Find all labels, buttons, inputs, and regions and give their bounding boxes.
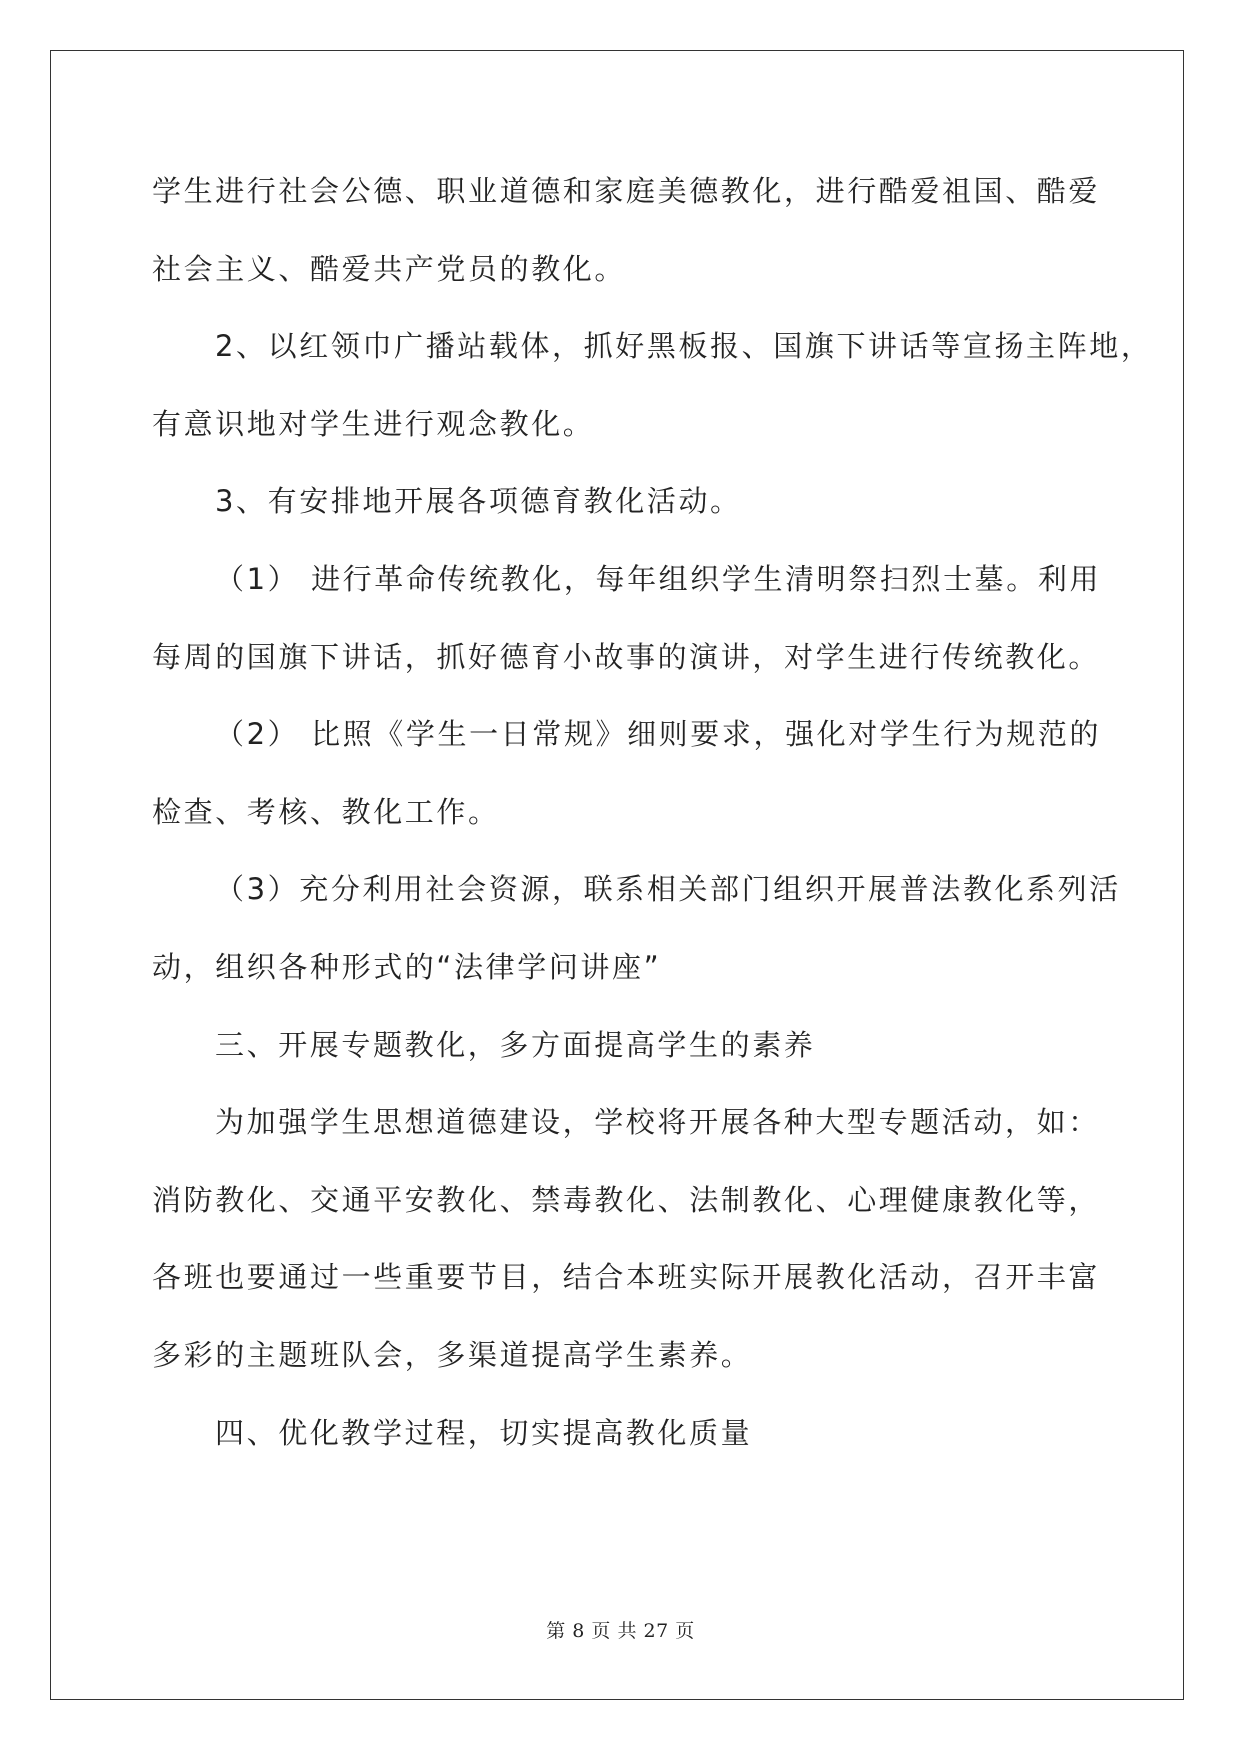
text-line: 3、有安排地开展各项德育教化活动。 bbox=[215, 484, 742, 519]
text-line: 检查、考核、教化工作。 bbox=[152, 794, 500, 829]
text-line: 消防教化、交通平安教化、禁毒教化、法制教化、心理健康教化等， bbox=[152, 1182, 1101, 1217]
text-line: 四、优化教学过程，切实提高教化质量 bbox=[215, 1415, 753, 1450]
text-line: 学生进行社会公德、职业道德和家庭美德教化，进行酷爱祖国、酷爱 bbox=[152, 174, 1101, 208]
text-line: 多彩的主题班队会，多渠道提高学生素养。 bbox=[152, 1337, 753, 1372]
text-line: 为加强学生思想道德建设，学校将开展各种大型专题活动，如： bbox=[215, 1105, 1100, 1140]
text-line: 社会主义、酷爱共产党员的教化。 bbox=[152, 251, 627, 286]
text-line: 动，组织各种形式的“法律学问讲座” bbox=[152, 949, 662, 984]
text-line: 每周的国旗下讲话，抓好德育小故事的演讲，对学生进行传统教化。 bbox=[152, 639, 1101, 674]
text-line: 三、开展专题教化，多方面提高学生的素养 bbox=[215, 1027, 816, 1062]
text-line: 有意识地对学生进行观念教化。 bbox=[152, 406, 595, 441]
page-footer: 第 8 页 共 27 页 bbox=[546, 1620, 695, 1642]
text-line: （3）充分利用社会资源，联系相关部门组织开展普法教化系列活 bbox=[215, 872, 1121, 907]
text-line: （1） 进行革命传统教化，每年组织学生清明祭扫烈士墓。利用 bbox=[215, 561, 1102, 596]
document-body bbox=[152, 158, 1153, 1477]
text-line: 各班也要通过一些重要节目，结合本班实际开展教化活动，召开丰富 bbox=[152, 1260, 1101, 1295]
text-line: 2、以红领巾广播站载体，抓好黑板报、国旗下讲话等宣扬主阵地， bbox=[215, 329, 1153, 364]
text-line: （2） 比照《学生一日常规》细则要求，强化对学生行为规范的 bbox=[215, 717, 1102, 752]
